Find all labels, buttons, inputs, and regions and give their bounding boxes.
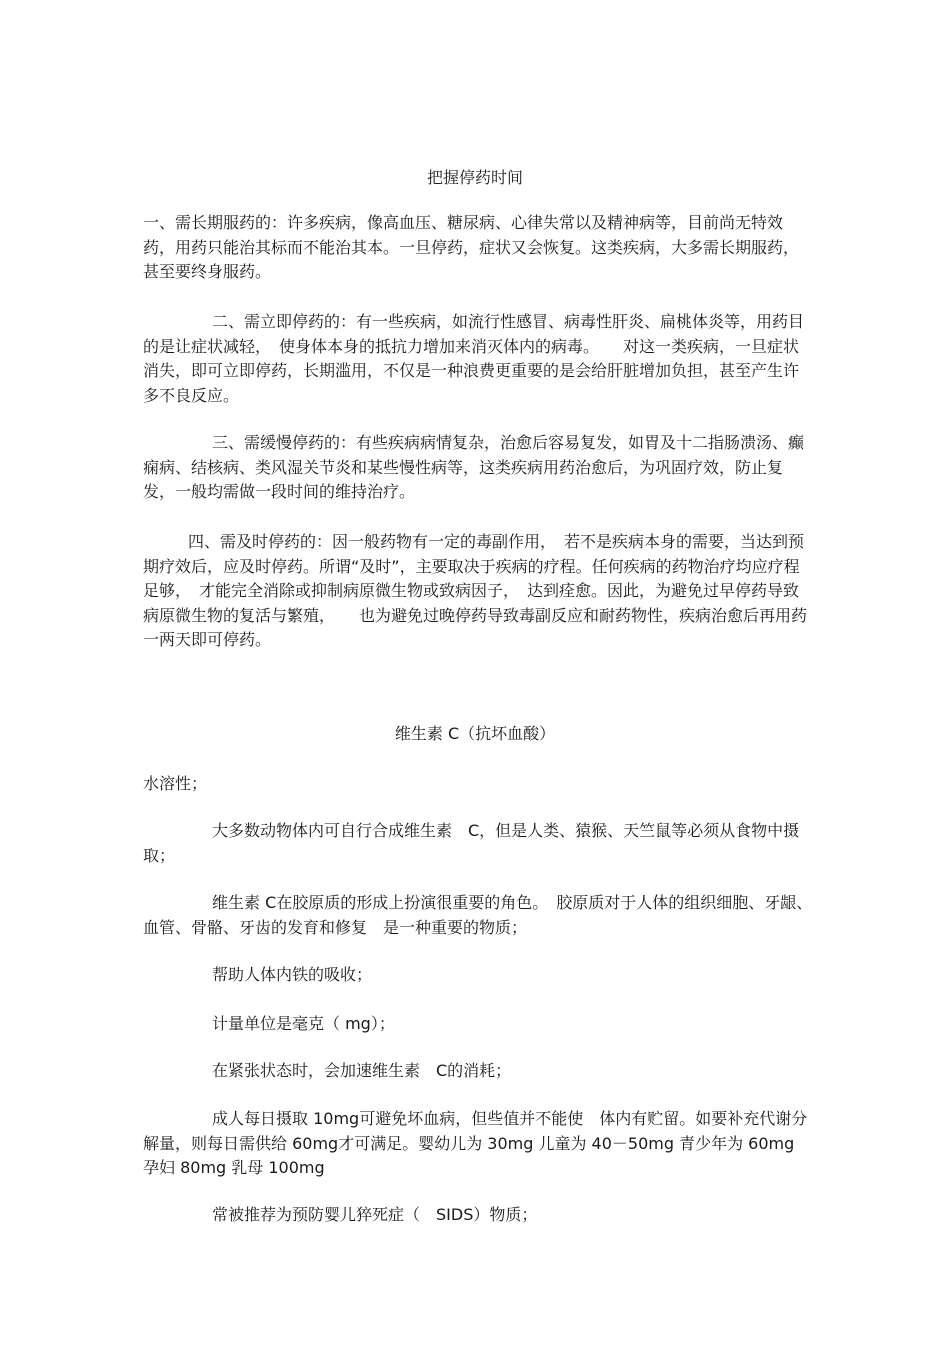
paragraph-sids: 常被推荐为预防婴儿猝死症（ SIDS）物质； — [212, 1205, 538, 1224]
paragraph-daily-intake: 成人每日摄取 10mg可避免坏血病，但些值并不能使 体内有贮留。如要补充代谢分解量，则每日需供给 60mg才可满足。婴幼儿为 30mg 儿童为 40－50mg 青少年为 60mg 孕妇 80mg 乳母 100mg — [143, 1109, 808, 1177]
section-title-drug-stop-timing: 把握停药时间 — [426, 168, 523, 187]
paragraph-stress: 在紧张状态时，会加速维生素 C的消耗； — [212, 1061, 512, 1080]
paragraph-timely-stop: 四、需及时停药的：因一般药物有一定的毒副作用， 若不是疾病本身的需要，当达到预期疗效后，应及时停药。所谓“及时”，主要取决于疾病的疗程。任何疾病的药物治疗均应疗程足够， 才能完全消除或抑制病原微生物或致病因子， 达到痊愈。因此，为避免过早停药导致病原微生物的复活与繁殖， 也为避免过晚停药导致毒副反应和耐药物性，疾病治愈后再用药一两天即可停药。 — [143, 532, 808, 649]
paragraph-synthesis: 大多数动物体内可自行合成维生素 C，但是人类、猿猴、天竺鼠等必须从食物中摄取； — [143, 821, 800, 865]
section-title-vitamin-c: 维生素 C（抗坏血酸） — [394, 724, 556, 743]
paragraph-iron-absorption: 帮助人体内铁的吸收； — [212, 965, 373, 984]
paragraph-unit: 计量单位是毫克（ mg）； — [212, 1014, 395, 1033]
paragraph-water-soluble: 水溶性； — [143, 774, 208, 793]
paragraph-immediate-stop: 二、需立即停药的：有一些疾病，如流行性感冒、病毒性肝炎、扁桃体炎等，用药目的是让症状减轻， 使身体本身的抵抗力增加来消灭体内的病毒。 对这一类疾病，一旦症状消失，即可立即停药，长期滥用，不仅是一种浪费更重要的是会给肝脏增加负担，甚至产生许多不良反应。 — [143, 312, 805, 405]
paragraph-long-term-medication: 一、需长期服药的：许多疾病，像高血压、糖尿病、心律失常以及精神病等，目前尚无特效药，用药只能治其标而不能治其本。一旦停药，症状又会恢复。这类疾病，大多需长期服药，甚至要终身服药。 — [143, 213, 800, 281]
paragraph-gradual-stop: 三、需缓慢停药的：有些疾病病情复杂，治愈后容易复发，如胃及十二指肠溃汤、癫痫病、结核病、类风湿关节炎和某些慢性病等，这类疾病用药治愈后，为巩固疗效，防止复发，一般均需做一段时间的维持治疗。 — [143, 433, 805, 501]
paragraph-collagen: 维生素 C在胶原质的形成上扮演很重要的角色。 胶原质对于人体的组织细胞、牙龈、血管、骨骼、牙齿的发育和修复 是一种重要的物质； — [143, 893, 813, 937]
